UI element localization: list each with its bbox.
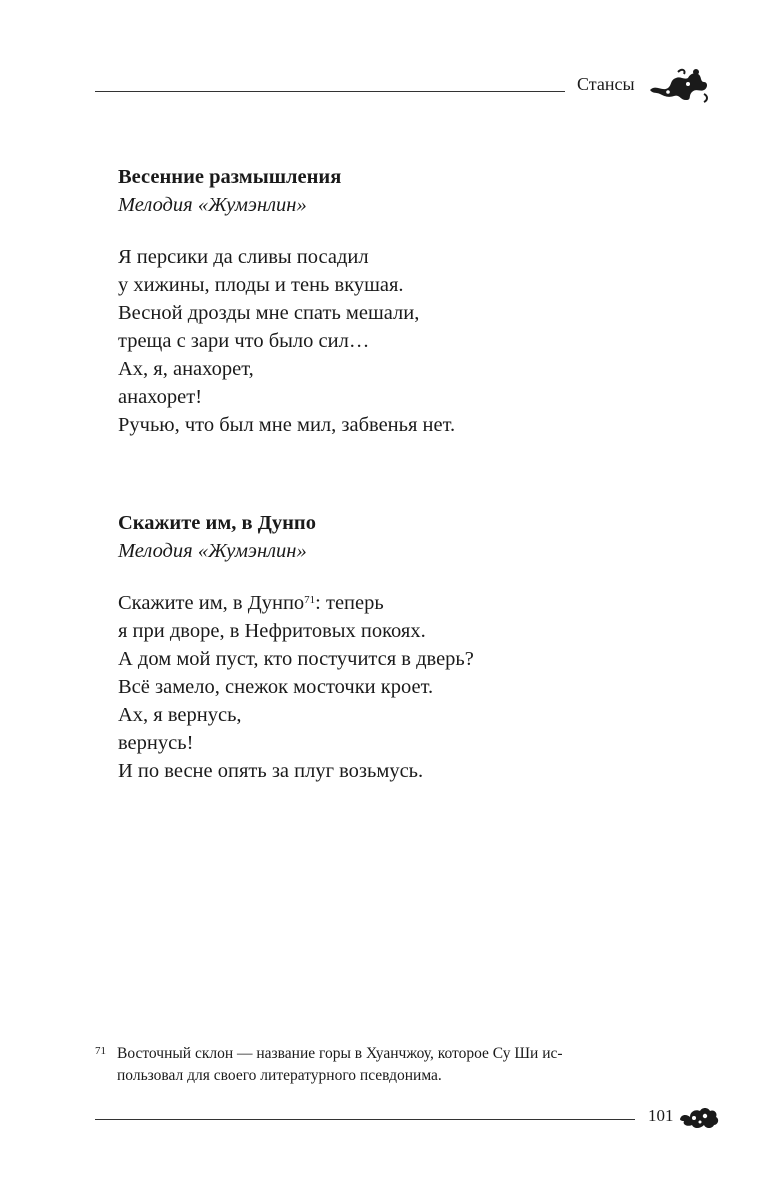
poem-line: анахорет! — [118, 386, 203, 408]
poem-line: Весной дрозды мне спать мешали, — [118, 302, 420, 324]
poem-line: И по весне опять за плуг возьмусь. — [118, 760, 424, 782]
poem-line: А дом мой пуст, кто постучится в дверь? — [118, 648, 474, 670]
header-rule — [95, 91, 565, 92]
page-number: 101 — [648, 1106, 674, 1125]
poem-line: Ах, я, анахорет, — [118, 358, 254, 380]
footer-rule — [95, 1119, 635, 1120]
footnote-number: 71 — [95, 1045, 106, 1057]
poem-spring-reflections — [118, 163, 455, 439]
running-header-title: Стансы — [577, 74, 635, 94]
footnote-line: Восточный склон — название горы в Хуанчжоу, которое Су Ши ис- — [117, 1045, 563, 1062]
poem-title: Весенние размышления — [118, 166, 342, 188]
poem-line: Всё замело, снежок мосточки кроет. — [118, 676, 434, 698]
footnote — [95, 1043, 655, 1087]
footnote-text — [117, 1043, 655, 1087]
footnote-line: пользовал для своего литературного псевдонима. — [117, 1067, 442, 1084]
poem-line: я при дворе, в Нефритовых покоях. — [118, 620, 426, 642]
poem-line-text: : теперь — [315, 592, 384, 614]
poem-line: у хижины, плоды и тень вкушая. — [118, 274, 404, 296]
poem-melody: Мелодия «Жумэнлин» — [118, 540, 307, 562]
dragon-ornament-icon — [648, 66, 710, 104]
poem-line: треща с зари что было сил… — [118, 330, 370, 352]
poem-line: Я персики да сливы посадил — [118, 246, 369, 268]
poem-line: вернусь! — [118, 732, 194, 754]
cloud-ornament-icon — [678, 1103, 720, 1131]
poem-melody: Мелодия «Жумэнлин» — [118, 194, 307, 216]
poem-line: Ручью, что был мне мил, забвенья нет. — [118, 414, 456, 436]
poem-line — [118, 589, 474, 617]
footnote-reference[interactable]: 71 — [304, 594, 316, 606]
poem-tell-them-dongpo — [118, 509, 474, 785]
poem-title: Скажите им, в Дунпо — [118, 512, 316, 534]
poem-line: Ах, я вернусь, — [118, 704, 242, 726]
poem-line-text: Скажите им, в Дунпо — [118, 592, 305, 614]
